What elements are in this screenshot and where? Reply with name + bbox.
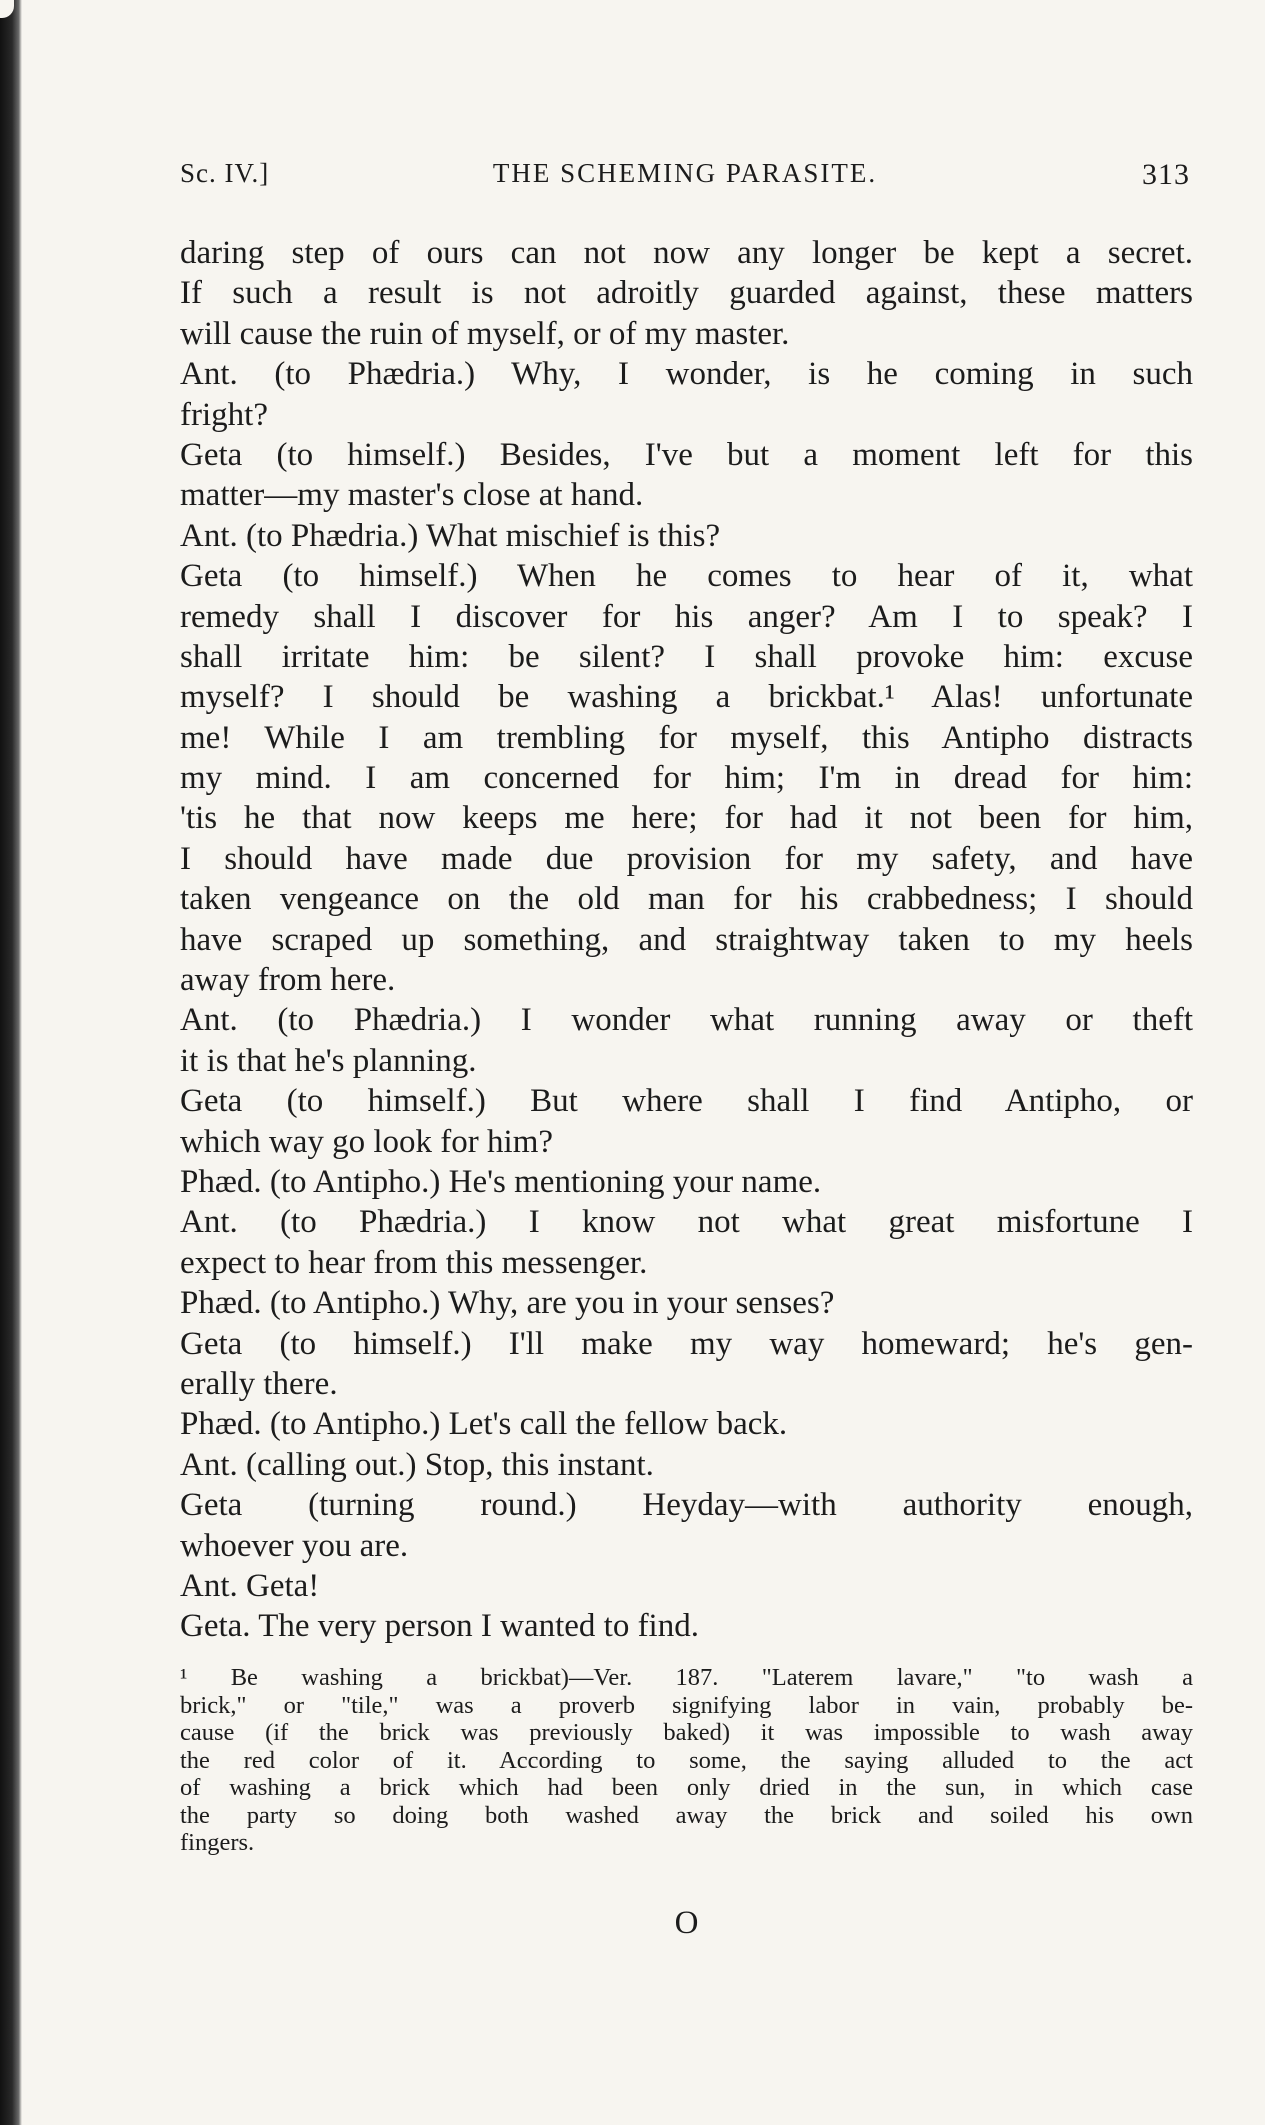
- text-line: Geta (to himself.) Besides, I've but a moment left for this: [180, 436, 1193, 473]
- text-line: Geta. The very person I wanted to find.: [180, 1608, 699, 1645]
- footnote-line: the party so doing both washed away the brick and soiled his own: [180, 1801, 1193, 1829]
- text-line: Phæd. (to Antipho.) He's mentioning your name.: [180, 1163, 822, 1200]
- text-line: Ant. (to Phædria.) What mischief is this?: [180, 517, 721, 554]
- footnote-line: of washing a brick which had been only dried in the sun, in which case: [180, 1774, 1193, 1801]
- text-line: Geta (to himself.) But where shall I find Antipho, or: [180, 1083, 1193, 1120]
- text-line: whoever you are.: [180, 1527, 409, 1564]
- footnote-line: fingers.: [180, 1829, 255, 1856]
- body-text: [180, 233, 1193, 1647]
- footnote-line: the red color of it. According to some, the saying alluded to the act: [180, 1746, 1193, 1774]
- text-line: daring step of ours can not now any longer be kept a secret.: [180, 235, 1193, 271]
- text-line: fright?: [180, 396, 268, 433]
- text-line: Geta (to himself.) When he comes to hear of it, what: [180, 558, 1193, 595]
- book-binding-edge: [0, 0, 22, 2125]
- text-line: Ant. Geta!: [180, 1567, 320, 1604]
- text-line: Phæd. (to Antipho.) Let's call the fellow back.: [180, 1406, 788, 1443]
- text-line: will cause the ruin of myself, or of my master.: [180, 315, 790, 352]
- text-line: taken vengeance on the old man for his crabbedness; I should: [180, 881, 1193, 918]
- signature-mark: O: [674, 1905, 699, 1941]
- text-line: shall irritate him: be silent? I shall provoke him: excuse: [180, 638, 1193, 675]
- running-header: [180, 158, 1190, 198]
- footnote-line: cause (if the brick was previously baked) it was impossible to wash away: [180, 1719, 1193, 1746]
- text-line: matter—my master's close at hand.: [180, 477, 644, 514]
- text-line: away from here.: [180, 962, 396, 999]
- text-line: have scraped up something, and straightway taken to my heels: [180, 921, 1193, 958]
- footnote: [180, 1664, 1193, 1857]
- footnote-line: ¹ Be washing a brickbat)—Ver. 187. "Laterem lavare," "to wash a: [180, 1664, 1193, 1691]
- text-line: myself? I should be washing a brickbat.¹ Alas! unfortunate: [180, 679, 1193, 716]
- text-line: Geta (turning round.) Heyday—with authority enough,: [180, 1487, 1193, 1524]
- text-line: Ant. (to Phædria.) I know not what great misfortune I: [180, 1204, 1193, 1241]
- text-line: Ant. (to Phædria.) I wonder what running away or theft: [180, 1002, 1193, 1039]
- text-line: If such a result is not adroitly guarded against, these matters: [180, 275, 1193, 312]
- text-line: it is that he's planning.: [180, 1042, 477, 1079]
- text-line: me! While I am trembling for myself, this Antipho distracts: [180, 719, 1193, 756]
- text-line: Ant. (calling out.) Stop, this instant.: [180, 1446, 654, 1483]
- page-title: THE SCHEMING PARASITE.: [492, 158, 878, 188]
- page-number: 313: [1142, 158, 1190, 191]
- scene-label: Sc. IV.]: [180, 158, 270, 188]
- text-line: 'tis he that now keeps me here; for had it not been for him,: [180, 800, 1193, 837]
- text-line: Phæd. (to Antipho.) Why, are you in your senses?: [180, 1285, 835, 1322]
- footnote-line: brick," or "tile," was a proverb signifying labor in vain, probably be-: [180, 1691, 1193, 1719]
- text-line: which way go look for him?: [180, 1123, 554, 1160]
- text-line: my mind. I am concerned for him; I'm in dread for him:: [180, 760, 1193, 797]
- text-line: Geta (to himself.) I'll make my way homeward; he's gen-: [180, 1325, 1193, 1362]
- text-line: I should have made due provision for my safety, and have: [180, 840, 1193, 877]
- text-line: erally there.: [180, 1365, 338, 1402]
- text-line: remedy shall I discover for his anger? Am I to speak? I: [180, 598, 1193, 635]
- text-line: expect to hear from this messenger.: [180, 1244, 648, 1281]
- text-line: Ant. (to Phædria.) Why, I wonder, is he coming in such: [180, 356, 1193, 393]
